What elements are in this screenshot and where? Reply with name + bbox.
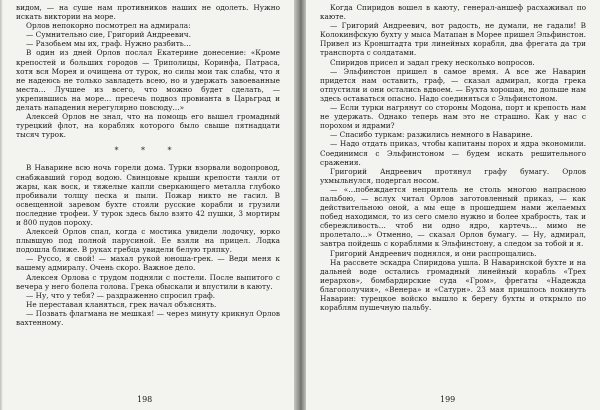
paragraph: — Позвать флагмана не мешкая! — через минуту крикнул Орлов вахтенному. <box>16 308 280 327</box>
paragraph: — Руссо, я свой! — махал рукой юноша-грек. — Веди меня к вашему адмиралу. Очень скоро. Важное дело. <box>16 254 280 273</box>
paragraph: Не переставая кланяться, грек начал объяснять. <box>26 299 217 309</box>
paragraph: — Эльфинстон пришел в самое время. А все же Наварин придется нам оставить, граф, — сказал адмирал, когда грека отпустили и они остались вдвоем. — Бухта хорошая, но дольше нам здесь оставаться опасно. Надо соединяться с Эльфинстоном. <box>320 66 586 103</box>
paragraph: Орлов непокорно посмотрел на адмирала: <box>26 21 191 31</box>
paragraph: В один из дней Орлов послал Екатерине донесение: «Кроме крепостей и больших городов — Триполицы, Коринфа, Патраса, хотя вся Морея и очищена от турок, но силы мои так слабы, что я не надеюсь не только завладеть всею, но и удержать завоеванные места… Лучшее из всего, что можно будет сделать, — укрепившись на море… пресечь подвоз провианта в Царьград и делать нападения нерегулярно повсюду…» <box>16 48 280 113</box>
paragraph: На рассвете эскадра Спиридова ушла. В Наваринской бухте и на дальней воде остались громадный линейный корабль «Трех иерархов», бомбардирские суда «Гром», фрегаты «Надежда благополучия», «Венера» и «Сатурн». 23 мая пришлось покинуть Наварин: турецкое войско вышло к берегу бухты и открыло по кораблям пушечную пальбу. <box>320 257 586 313</box>
book-gutter <box>294 0 306 410</box>
paragraph: — Спасибо туркам: разжились немного в Наварине. <box>330 130 533 140</box>
paragraph: В Наварине всю ночь горели дома. Турки взорвали водопровод, снабжавший город водою. Свинцовые крыши крепости таяли от жары, как воск, и тяжелые капли сверкающего металла глубоко пробивали толщу песка и пыли. Пожар никто не гасил. В освещенной заревом бухте стояли русские корабли и грузили последние трофеи. У турок здесь было взято 42 пушки, 3 мортиры и 800 пудов пороху. <box>16 163 280 227</box>
paragraph: — Сумнительно сие, Григорий Андреевич. <box>26 30 191 40</box>
paragraph: Григорий Андреевич протянул графу бумагу. Орлов ухмыльнулся, подергал носом. <box>320 166 586 185</box>
section-break-ornament: * * * <box>114 146 182 156</box>
paragraph: Алексей Орлов спал, когда с мостика увидели лодочку, юрко плывшую под полной парусиной. Ее взяли на прицел. Лодка подошла ближе. В руках гребца увидели белую тряпку. <box>16 227 280 255</box>
paragraph: — Ну, что у тебя? — раздраженно спросил граф. <box>26 290 216 300</box>
paragraph: Григорий Андреевич поднялся, и они распрощались. <box>330 248 537 258</box>
paragraph: — Григорий Андреевич, вот радость, не думали, не гадали! В Колокинфскую бухту у мыса Матапан в Морее пришел Эльфинстон. Привел из Кронштадта три линейных корабля, два фрегата да три транспорта с солдатами. <box>320 21 586 58</box>
right-page-text <box>320 3 586 312</box>
page-number-right: 199 <box>440 395 456 404</box>
page-edge-shadow <box>0 0 3 410</box>
paragraph: — «…побеждается неприятель не столь многою напрасною пальбою, — вслух читал Орлов заготовленный приказ, — как действительною оной, а мы еще в прошедшем нами желаемых побед находимся, то из сего смело нужно и более храбрость, так и сбережливость… чтоб ни одно ядро, картечь… мимо не пролетало…» Отменно, — сказал Орлов бумагу. — Ну, адмирал, завтра пойдешь с кораблями к Эльфинстону, а следом за тобой и я. <box>320 184 586 249</box>
right-page <box>306 0 600 410</box>
page-number-left: 198 <box>137 395 153 404</box>
paragraph: видом, — на суше нам противников наших не одолеть. Нужно искать виктории на море. <box>16 3 280 22</box>
left-page-text <box>16 3 280 327</box>
paragraph: Алексей Орлов не знал, что на помощь его вышел громадный турецкий флот, на кораблях которого было свыше пятнадцати тысяч турок. <box>16 112 280 140</box>
paragraph: Алексея Орлова с трудом подняли с постели. После выпитого с вечера у него болела голова. Грека обыскали и впустили в каюту. <box>16 272 280 291</box>
paragraph: — Если турки нагрянут со стороны Модона, порт и крепость нам не удержать. Однако теперь нам это не страшно. Как у нас с порохом и ядрами? <box>320 103 586 131</box>
left-page <box>0 0 294 410</box>
paragraph: Спиридов присел и задал греку несколько вопросов. <box>330 57 535 67</box>
paragraph: — Надо отдать приказ, чтобы капитаны порох и ядра экономили. Соединимся с Эльфинстоном — будем искать решительного сражения. <box>320 139 586 167</box>
paragraph: Когда Спиридов вошел в каюту, генерал-аншеф расхаживал по каюте. <box>320 3 586 22</box>
paragraph: — Разобьем мы их, граф. Нужно разбить… <box>26 39 192 49</box>
